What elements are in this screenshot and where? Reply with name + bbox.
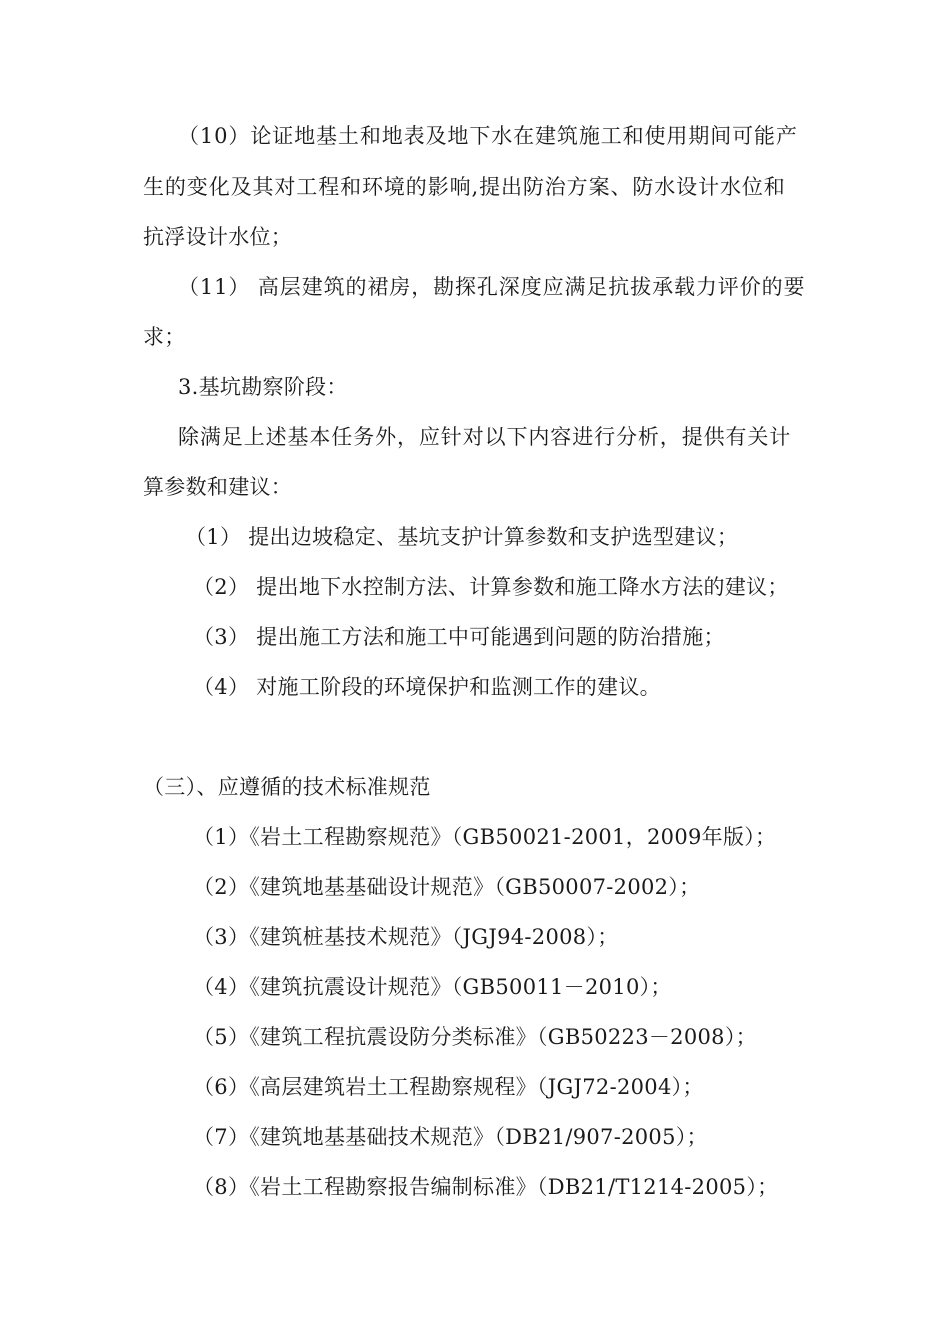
item-10-line-1: （10）论证地基土和地表及地下水在建筑施工和使用期间可能产 [178, 124, 798, 148]
standard-item-3: （3）《建筑桩基技术规范》（JGJ94-2008）； [193, 925, 619, 949]
pit-item-1: （1） 提出边坡稳定、基坑支护计算参数和支护选型建议； [185, 525, 739, 549]
item-11-line-2: 求； [143, 325, 186, 349]
pit-stage-intro-line-1: 除满足上述基本任务外，应针对以下内容进行分析，提供有关计 [178, 425, 792, 449]
pit-item-2: （2） 提出地下水控制方法、计算参数和施工降水方法的建议； [193, 575, 789, 599]
pit-item-3: （3） 提出施工方法和施工中可能遇到问题的防治措施； [193, 625, 725, 649]
item-10-line-2: 生的变化及其对工程和环境的影响,提出防治方案、防水设计水位和 [143, 175, 786, 199]
standard-item-1: （1）《岩土工程勘察规范》（GB50021-2001，2009年版）； [193, 825, 777, 849]
standard-item-5: （5）《建筑工程抗震设防分类标准》（GB50223－2008）； [193, 1025, 757, 1049]
pit-item-4: （4） 对施工阶段的环境保护和监测工作的建议。 [193, 675, 661, 699]
standard-item-6: （6）《高层建筑岩土工程勘察规程》（JGJ72-2004）； [193, 1075, 704, 1099]
pit-stage-intro-line-2: 算参数和建议： [143, 475, 293, 499]
pit-stage-heading: 3.基坑勘察阶段： [178, 375, 348, 399]
standard-item-7: （7）《建筑地基基础技术规范》（DB21/907-2005）； [193, 1125, 708, 1149]
standards-heading: （三）、应遵循的技术标准规范 [143, 775, 431, 799]
standard-item-4: （4）《建筑抗震设计规范》（GB50011－2010）； [193, 975, 672, 999]
standard-item-2: （2）《建筑地基基础设计规范》（GB50007-2002）； [193, 875, 701, 899]
standard-item-8: （8）《岩土工程勘察报告编制标准》（DB21/T1214-2005）； [193, 1175, 779, 1199]
item-11-line-1: （11） 高层建筑的裙房，勘探孔深度应满足抗拔承载力评价的要 [178, 275, 806, 299]
item-10-line-3: 抗浮设计水位； [143, 225, 293, 249]
